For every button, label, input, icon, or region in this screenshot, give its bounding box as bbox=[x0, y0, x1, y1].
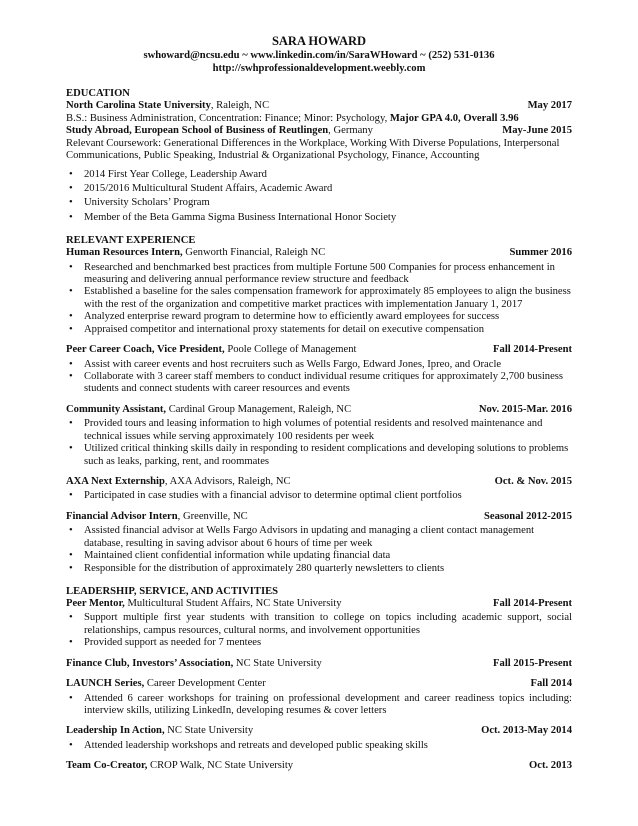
activity-title: Finance Club, Investors’ Association, bbox=[66, 657, 234, 669]
job-title: AXA Next Externship bbox=[66, 475, 165, 487]
job-bullets bbox=[66, 525, 572, 575]
job-bullets bbox=[66, 359, 572, 396]
job-date: Oct. & Nov. 2015 bbox=[494, 475, 572, 487]
awards-list bbox=[66, 169, 572, 225]
activity-org: NC State University bbox=[164, 725, 254, 737]
activity-org: CROP Walk, NC State University bbox=[147, 760, 294, 772]
school-date: May 2017 bbox=[527, 100, 572, 111]
job-date: Nov. 2015-Mar. 2016 bbox=[478, 403, 572, 415]
leadership-heading: LEADERSHIP, SERVICE, AND ACTIVITIES bbox=[66, 585, 279, 597]
job-row bbox=[66, 476, 572, 489]
list-item: • Appraised competitor and international proxy statements for detail on executive compensation bbox=[66, 324, 572, 336]
activity-date: Fall 2015-Present bbox=[493, 657, 572, 669]
job-title: Human Resources Intern, bbox=[66, 247, 183, 259]
list-item: • Attended 6 career workshops for training on professional development and career readiness topics including: interview skills, utilizing LinkedIn, developing resumes & cover letters bbox=[66, 693, 572, 718]
list-item: • University Scholars’ Program bbox=[66, 197, 572, 209]
abroad-date: May-June 2015 bbox=[502, 125, 572, 136]
list-item: • Maintained client confidential information while updating financial data bbox=[66, 550, 572, 562]
job-org: , AXA Advisors, Raleigh, NC bbox=[164, 475, 291, 487]
resume-header bbox=[66, 34, 572, 75]
list-item: • Member of the Beta Gamma Sigma Business International Honor Society bbox=[66, 212, 572, 224]
list-item: • 2014 First Year College, Leadership Award bbox=[66, 169, 572, 181]
list-item: • Provided support as needed for 7 mentees bbox=[66, 637, 572, 649]
activity-date: Fall 2014 bbox=[530, 678, 572, 690]
website-link: http://swhprofessionaldevelopment.weebly.com bbox=[212, 63, 426, 74]
job-row bbox=[66, 247, 572, 260]
activity-date: Oct. 2013 bbox=[529, 760, 572, 772]
activity-row bbox=[66, 725, 572, 738]
activity-date: Oct. 2013-May 2014 bbox=[481, 725, 572, 737]
candidate-name: SARA HOWARD bbox=[271, 34, 367, 48]
abroad-location: , Germany bbox=[328, 125, 373, 136]
job-org: Genworth Financial, Raleigh NC bbox=[182, 247, 326, 259]
job-date: Fall 2014-Present bbox=[493, 344, 572, 356]
activity-title: Peer Mentor, bbox=[66, 597, 125, 609]
activity-bullets bbox=[66, 612, 572, 649]
activity-title: LAUNCH Series, bbox=[66, 678, 145, 690]
gpa-text: Major GPA 4.0, Overall 3.96 bbox=[389, 112, 519, 124]
job-bullets bbox=[66, 262, 572, 336]
job-org: Cardinal Group Management, Raleigh, NC bbox=[166, 403, 352, 415]
list-item: • Attended leadership workshops and retreats and developed public speaking skills bbox=[66, 740, 572, 752]
job-bullets bbox=[66, 418, 572, 468]
job-title: Financial Advisor Intern bbox=[66, 510, 178, 522]
list-item: • Researched and benchmarked best practices from multiple Fortune 500 Companies for process enhancement in measuring and delivering annual performance review structure and feedback bbox=[66, 262, 572, 287]
job-date: Seasonal 2012-2015 bbox=[484, 510, 572, 522]
list-item: • Utilized critical thinking skills daily in responding to resident complications and developing solutions to problems such as leaks, parking, rent, and roommates bbox=[66, 443, 572, 468]
list-item: • Established a baseline for the sales compensation framework for approximately 85 employees to align the business with the rest of the organization and competitive market practices with implementation January 1, 2017 bbox=[66, 286, 572, 311]
job-row bbox=[66, 511, 572, 524]
education-school-row bbox=[66, 100, 572, 113]
activity-title: Leadership In Action, bbox=[66, 725, 165, 737]
activity-bullets bbox=[66, 740, 572, 752]
experience-heading: RELEVANT EXPERIENCE bbox=[66, 235, 196, 247]
job-org: , Greenville, NC bbox=[177, 510, 248, 522]
job-row bbox=[66, 344, 572, 357]
activity-row bbox=[66, 598, 572, 611]
job-org: Poole College of Management bbox=[224, 344, 357, 356]
education-heading: EDUCATION bbox=[66, 88, 130, 99]
activity-row bbox=[66, 658, 572, 671]
job-bullets bbox=[66, 490, 572, 502]
resume-page bbox=[66, 34, 572, 773]
activity-row bbox=[66, 760, 572, 773]
school-name: North Carolina State University bbox=[66, 100, 211, 111]
job-title: Peer Career Coach, Vice President, bbox=[66, 344, 225, 356]
list-item: • Participated in case studies with a financial advisor to determine optimal client portfolios bbox=[66, 490, 572, 502]
degree-line bbox=[66, 113, 572, 126]
degree-text: B.S.: Business Administration, Concentration: Finance; Minor: Psychology, bbox=[66, 112, 390, 124]
list-item: • Assisted financial advisor at Wells Fargo Advisors in updating and managing a client contact management database, resulting in saving advisor about 6 hours of time per week bbox=[66, 525, 572, 550]
abroad-name: Study Abroad, European School of Business of Reutlingen bbox=[66, 125, 329, 136]
job-date: Summer 2016 bbox=[509, 247, 572, 259]
coursework: Relevant Coursework: Generational Differences in the Workplace, Working With Diverse Populations, Interpersonal Communications, Public Speaking, Industrial & Organizational Psychology, Finance, Accounting bbox=[66, 137, 560, 161]
list-item: • Analyzed enterprise reward program to determine how to efficiently award employees for success bbox=[66, 311, 572, 323]
list-item: • Collaborate with 3 career staff members to conduct individual resume critiques for approximately 2,700 business students and connect students with career resources and events bbox=[66, 371, 572, 396]
activity-org: Multicultural Student Affairs, NC State University bbox=[124, 597, 342, 609]
contact-line: swhoward@ncsu.edu ~ www.linkedin.com/in/SaraWHoward ~ (252) 531-0136 bbox=[143, 50, 495, 61]
activity-date: Fall 2014-Present bbox=[493, 597, 572, 609]
activity-org: Career Development Center bbox=[144, 678, 266, 690]
activity-org: NC State University bbox=[233, 657, 322, 669]
list-item: • Support multiple first year students with transition to college on topics including academic support, social relationships, campus resources, cultural norms, and involvement opportunities bbox=[66, 612, 572, 637]
activity-title: Team Co-Creator, bbox=[66, 760, 148, 772]
list-item: • Assist with career events and host recruiters such as Wells Fargo, Edward Jones, Ipreo, and Oracle bbox=[66, 359, 572, 371]
activity-row bbox=[66, 678, 572, 691]
study-abroad-row bbox=[66, 125, 572, 138]
school-location: , Raleigh, NC bbox=[210, 100, 270, 111]
list-item: • Responsible for the distribution of approximately 280 quarterly newsletters to clients bbox=[66, 563, 572, 575]
job-row bbox=[66, 404, 572, 417]
activity-bullets bbox=[66, 693, 572, 718]
job-title: Community Assistant, bbox=[66, 403, 167, 415]
list-item: • Provided tours and leasing information to high volumes of potential residents and resolved maintenance and technical issues while serving approximately 100 residents per week bbox=[66, 418, 572, 443]
list-item: • 2015/2016 Multicultural Student Affairs, Academic Award bbox=[66, 183, 572, 195]
